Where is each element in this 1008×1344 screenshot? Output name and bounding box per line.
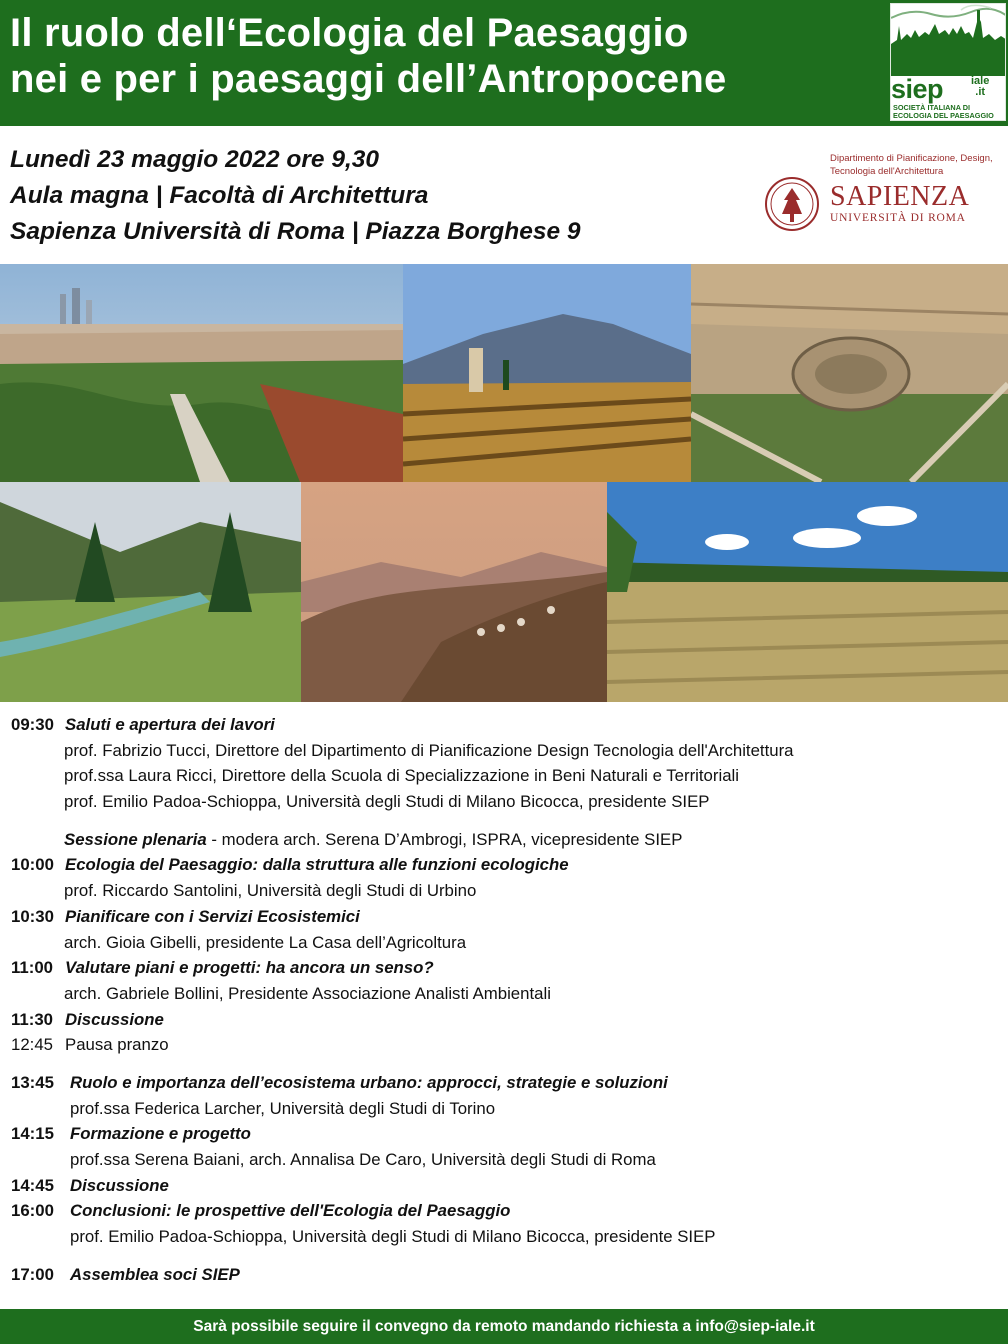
program-item (0, 1262, 1008, 1288)
speaker-text: arch. Gioia Gibelli, presidente La Casa dell’Agricoltura (64, 932, 467, 952)
siep-skyline-icon (891, 4, 1006, 76)
program-time: 14:15 (11, 1124, 54, 1144)
siep-sub-line1: SOCIETÀ ITALIANA DI (893, 103, 971, 112)
speaker-text: arch. Gabriele Bollini, Presidente Associazione Analisti Ambientali (64, 983, 551, 1003)
speaker-text: prof. Fabrizio Tucci, Direttore del Dipartimento di Pianificazione Design Tecnologia dell'Architettura (64, 740, 794, 760)
speaker-text: prof.ssa Laura Ricci, Direttore della Scuola di Specializzazione in Beni Naturali e Territoriali (64, 766, 739, 786)
program-time: 14:45 (11, 1175, 54, 1195)
siep-iale-line1: iale (971, 75, 990, 87)
footer-banner (0, 1309, 1008, 1344)
plenary-label: Sessione plenaria (64, 829, 207, 849)
siep-wordmark: siep (891, 74, 944, 104)
program-item (0, 852, 1008, 878)
program-title: Formazione e progetto (70, 1124, 251, 1144)
spacer (0, 815, 1008, 827)
program-title: Saluti e apertura dei lavori (65, 715, 275, 734)
program-speaker (0, 789, 1008, 815)
program (0, 712, 1008, 1287)
speaker-text: prof. Emilio Padoa-Schioppa, Università degli Studi di Milano Bicocca, presidente SIEP (64, 792, 710, 812)
siep-logo (890, 3, 1006, 121)
program-speaker (0, 981, 1008, 1007)
event-date: Lunedì 23 maggio 2022 ore 9,30 (10, 146, 380, 173)
siep-subtitle (893, 104, 994, 120)
misty-hills-sheep-photo (301, 482, 607, 702)
sapienza-department: Dipartimento di Pianificazione, Design, Tecnologia dell'Architettura (830, 153, 993, 177)
vineyard-tower-photo (403, 264, 691, 482)
program-time: 16:00 (11, 1201, 54, 1221)
program-speaker (0, 1096, 1008, 1122)
program-item (0, 1198, 1008, 1224)
spacer (0, 1250, 1008, 1262)
program-item (0, 712, 1008, 738)
program-title: Pianificare con i Servizi Ecosistemici (65, 906, 360, 926)
sapienza-seal-icon (764, 174, 820, 234)
program-title: Valutare piani e progetti: ha ancora un senso? (65, 958, 434, 978)
program-speaker (0, 1147, 1008, 1173)
program-time: 11:30 (11, 1009, 53, 1029)
program-title: Conclusioni: le prospettive dell'Ecologia del Paesaggio (70, 1201, 511, 1221)
event-place: Sapienza Università di Roma | Piazza Borghese 9 (10, 218, 581, 245)
plenary-session (0, 827, 1008, 853)
program-item (0, 904, 1008, 930)
title-line-2: nei e per i paesaggi dell’Antropocene (10, 57, 727, 101)
spacer (0, 1058, 1008, 1070)
speaker-text: prof.ssa Serena Baiani, arch. Annalisa De Caro, Università degli Studi di Roma (70, 1150, 656, 1169)
program-time: 11:00 (11, 958, 53, 978)
speaker-text: prof.ssa Federica Larcher, Università degli Studi di Torino (70, 1098, 496, 1118)
program-speaker (0, 738, 1008, 764)
program-speaker (0, 1224, 1008, 1250)
siep-iale-line2: .it (975, 86, 986, 98)
program-time: 09:30 (11, 715, 54, 734)
program-item (0, 1032, 1008, 1058)
event-info (10, 142, 581, 250)
program-title: Pausa pranzo (65, 1035, 169, 1055)
program-item (0, 1121, 1008, 1147)
program-item (0, 955, 1008, 981)
program-title: Discussione (65, 1009, 164, 1029)
siep-iale-tag (971, 76, 989, 98)
program-time: 13:45 (11, 1072, 54, 1092)
program-time: 17:00 (11, 1264, 54, 1284)
siep-sub-line2: ECOLOGIA DEL PAESAGGIO (893, 111, 994, 120)
meadow-sky-photo (607, 482, 1008, 702)
sapienza-logo (760, 150, 1000, 250)
page-title (10, 10, 726, 102)
city-park-aerial-photo (0, 264, 403, 482)
header-banner (0, 0, 1008, 126)
program-speaker (0, 878, 1008, 904)
remote-participation-note: Sarà possibile seguire il convegno da remoto mandando richiesta a info@siep-iale.it (193, 1318, 815, 1335)
title-line-1: Il ruolo dell‘Ecologia del Paesaggio (10, 11, 689, 55)
colosseum-aerial-photo (691, 264, 1008, 482)
program-title: Ecologia del Paesaggio: dalla struttura alle funzioni ecologiche (65, 855, 569, 875)
plenary-moderator: - modera arch. Serena D’Ambrogi, ISPRA, vicepresidente SIEP (206, 829, 683, 849)
program-speaker (0, 930, 1008, 956)
program-title: Ruolo e importanza dell’ecosistema urbano: approcci, strategie e soluzioni (70, 1072, 668, 1092)
program-item (0, 1007, 1008, 1033)
program-item (0, 1070, 1008, 1096)
sapienza-name: SAPIENZA (830, 181, 970, 212)
program-title: Discussione (70, 1175, 169, 1195)
alpine-valley-photo (0, 482, 301, 702)
program-time: 10:30 (11, 906, 54, 926)
program-time: 12:45 (11, 1035, 53, 1055)
program-title: Assemblea soci SIEP (70, 1264, 240, 1284)
speaker-text: prof. Riccardo Santolini, Università degli Studi di Urbino (64, 881, 477, 901)
program-time: 10:00 (11, 855, 54, 875)
program-item (0, 1173, 1008, 1199)
sapienza-university: UNIVERSITÀ DI ROMA (830, 212, 966, 224)
program-speaker (0, 763, 1008, 789)
event-venue: Aula magna | Facoltà di Architettura (10, 182, 429, 209)
speaker-text: prof. Emilio Padoa-Schioppa, Università degli Studi di Milano Bicocca, presidente SIEP (70, 1227, 716, 1247)
